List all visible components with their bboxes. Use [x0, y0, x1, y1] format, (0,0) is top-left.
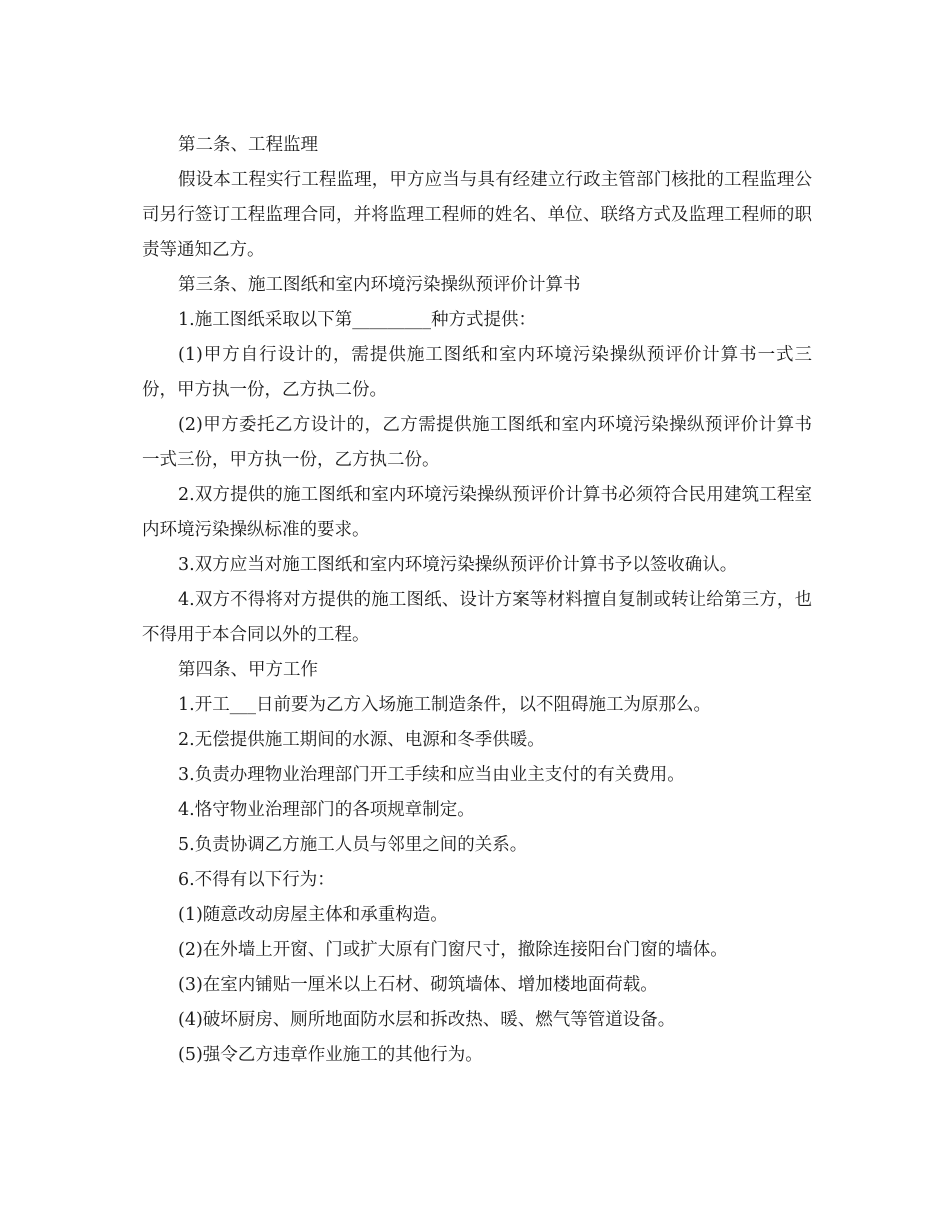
paragraph: 2.双方提供的施工图纸和室内环境污染操纵预评价计算书必须符合民用建筑工程室内环境污染操纵标准的要求。 — [142, 485, 812, 540]
document-body — [142, 128, 812, 1073]
paragraph: 假设本工程实行工程监理，甲方应当与具有经建立行政主管部门核批的工程监理公司另行签订工程监理合同，并将监理工程师的姓名、单位、联络方式及监理工程师的职责等通知乙方。 — [142, 170, 812, 260]
paragraph: 2.无偿提供施工期间的水源、电源和冬季供暖。 — [178, 730, 545, 750]
paragraph: (2)在外墙上开窗、门或扩大原有门窗尺寸，撤除连接阳台门窗的墙体。 — [178, 940, 728, 960]
paragraph: 3.负责办理物业治理部门开工手续和应当由业主支付的有关费用。 — [178, 765, 685, 785]
paragraph: 6.不得有以下行为： — [178, 870, 335, 890]
paragraph: 3.双方应当对施工图纸和室内环境污染操纵预评价计算书予以签收确认。 — [178, 555, 738, 575]
section-heading-2: 第二条、工程监理 — [178, 135, 318, 155]
paragraph: 4.恪守物业治理部门的各项规章制定。 — [178, 800, 475, 820]
paragraph: (4)破坏厨房、厕所地面防水层和拆改热、暖、燃气等管道设备。 — [178, 1010, 676, 1030]
paragraph: (5)强令乙方违章作业施工的其他行为。 — [178, 1045, 483, 1065]
paragraph: (3)在室内铺贴一厘米以上石材、砌筑墙体、增加楼地面荷载。 — [178, 975, 658, 995]
paragraph: 4.双方不得将对方提供的施工图纸、设计方案等材料擅自复制或转让给第三方，也不得用于本合同以外的工程。 — [142, 590, 812, 645]
paragraph: 5.负责协调乙方施工人员与邻里之间的关系。 — [178, 835, 528, 855]
section-heading-3: 第三条、施工图纸和室内环境污染操纵预评价计算书 — [178, 275, 581, 295]
paragraph: 1.施工图纸采取以下第_________种方式提供： — [178, 310, 536, 330]
paragraph: 1.开工___日前要为乙方入场施工制造条件，以不阻碍施工为原那么。 — [178, 695, 711, 715]
paragraph: (2)甲方委托乙方设计的，乙方需提供施工图纸和室内环境污染操纵预评价计算书一式三份，甲方执一份，乙方执二份。 — [142, 415, 812, 470]
paragraph: (1)随意改动房屋主体和承重构造。 — [178, 905, 448, 925]
section-heading-4: 第四条、甲方工作 — [178, 660, 318, 680]
paragraph: (1)甲方自行设计的，需提供施工图纸和室内环境污染操纵预评价计算书一式三份，甲方执一份，乙方执二份。 — [142, 345, 812, 400]
